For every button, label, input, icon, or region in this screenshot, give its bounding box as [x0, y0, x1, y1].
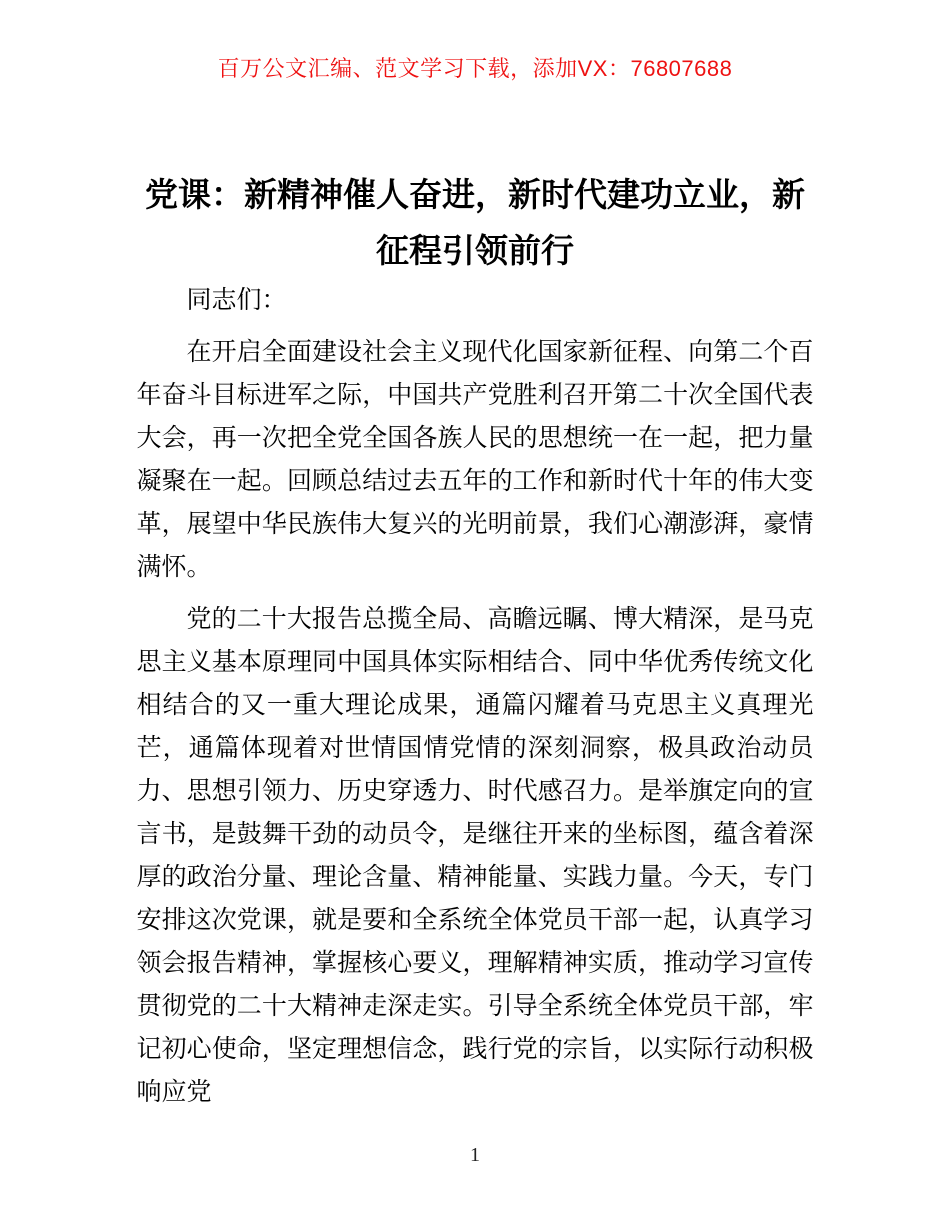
page-number: 1 — [470, 1144, 480, 1166]
promo-header-text: 百万公文汇编、范文学习下载，添加VX：76807688 — [217, 56, 733, 81]
paragraph-body-1: 在开启全面建设社会主义现代化国家新征程、向第二个百年奋斗目标进军之际，中国共产党胜利召开第二十次全国代表大会，再一次把全党全国各族人民的思想统一在一起，把力量凝聚在一起。回顾总结过去五年的工作和新时代十年的伟大变革，展望中华民族伟大复兴的光明前景，我们心潮澎湃，豪情满怀。 — [136, 338, 814, 581]
document-title-line-1: 党课：新精神催人奋进，新时代建功立业，新 — [145, 176, 805, 213]
document-body — [137, 279, 814, 1114]
document-title-line-2: 征程引领前行 — [376, 232, 574, 269]
document-title — [0, 167, 950, 279]
paragraph-salutation: 同志们： — [186, 286, 287, 314]
paragraph-body-2: 党的二十大报告总揽全局、高瞻远瞩、博大精深，是马克思主义基本原理同中国具体实际相结合、同中华优秀传统文化相结合的又一重大理论成果，通篇闪耀着马克思主义真理光芒，通篇体现着对世情国情党情的深刻洞察，极具政治动员力、思想引领力、历史穿透力、时代感召力。是举旗定向的宣言书，是鼓舞干劲的动员令，是继往开来的坐标图，蕴含着深厚的政治分量、理论含量、精神能量、实践力量。今天，专门安排这次党课，就是要和全系统全体党员干部一起，认真学习领会报告精神，掌握核心要义，理解精神实质，推动学习宣传贯彻党的二十大精神走深走实。引导全系统全体党员干部，牢记初心使命，坚定理想信念，践行党的宗旨，以实际行动积极响应党 — [136, 605, 814, 1106]
